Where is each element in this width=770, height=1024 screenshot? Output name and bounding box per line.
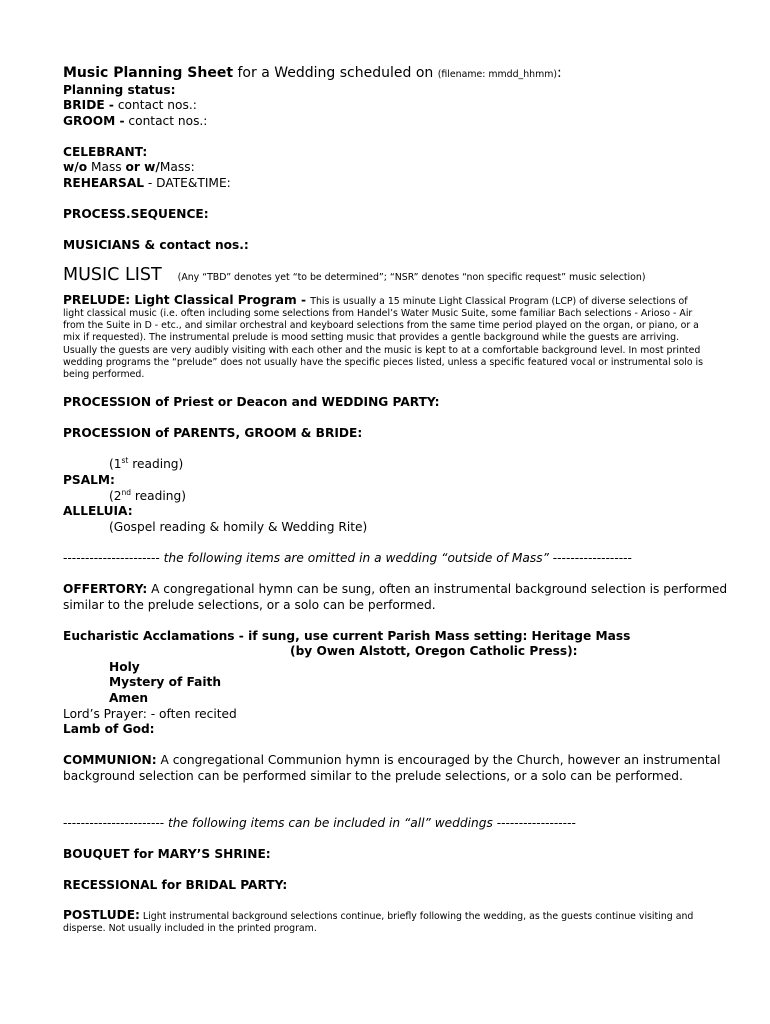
procession-parents: PROCESSION of PARENTS, GROOM & BRIDE: <box>63 426 363 441</box>
postlude-section <box>63 909 711 935</box>
rehearsal-label: REHEARSAL <box>63 176 145 191</box>
communion-label: COMMUNION: <box>63 753 157 768</box>
postlude-label: POSTLUDE: <box>63 907 140 922</box>
filename-note: (filename: mmdd_hhmm) <box>437 69 558 80</box>
offertory-text-1: A congregational hymn can be sung, often an instrumental background selection is performed <box>147 582 728 597</box>
bride-label: BRIDE - <box>63 98 114 113</box>
divider-all-weddings <box>63 816 713 832</box>
rehearsal-line <box>63 176 713 192</box>
bouquet-line: BOUQUET for MARY’S SHRINE: <box>63 846 271 861</box>
offertory-label: OFFERTORY: <box>63 582 148 597</box>
title-colon: : <box>557 65 562 81</box>
second-reading-close: reading) <box>131 488 186 503</box>
mass-text-2: Mass: <box>159 160 195 175</box>
eucharistic-line-1: Eucharistic Acclamations - if sung, use current Parish Mass setting: Heritage Mass <box>63 628 631 643</box>
offertory-line-1 <box>63 582 728 598</box>
alleluia-label: ALLELUIA: <box>63 504 133 519</box>
bride-line <box>63 98 713 114</box>
communion-line-2: background selection can be performed similar to the prelude selections, or a solo can be performed. <box>63 768 683 783</box>
music-list-title: MUSIC LIST <box>63 264 162 285</box>
first-reading-open: (1 <box>109 457 122 472</box>
communion-line-1 <box>63 753 721 769</box>
second-reading <box>63 489 713 505</box>
postlude-text: Light instrumental background selections continue, briefly following the wedding, as the guests continue visiting and disperse. Not usually included in the printed program. <box>63 910 694 935</box>
mass-text-1: Mass <box>87 160 126 175</box>
offertory-line-2: similar to the prelude selections, or a solo can be performed. <box>63 597 436 612</box>
mass-option-line <box>63 160 713 176</box>
second-reading-open: (2 <box>109 488 122 503</box>
document-page <box>63 65 728 935</box>
eucharistic-line-2: (by Owen Alstott, Oregon Catholic Press): <box>290 644 578 659</box>
psalm-label: PSALM: <box>63 473 115 488</box>
divider2-text: the following items can be included in “all” weddings <box>164 815 497 830</box>
title-bold: Music Planning Sheet <box>63 65 234 81</box>
first-reading-close: reading) <box>128 457 184 472</box>
mystery-label: Mystery of Faith <box>109 675 222 690</box>
divider2-dashes-left: ----------------------- <box>63 815 165 830</box>
gospel-reading: (Gospel reading & homily & Wedding Rite) <box>109 519 368 534</box>
music-list-heading <box>63 263 713 290</box>
procession-priest: PROCESSION of Priest or Deacon and WEDDING PARTY: <box>63 395 440 410</box>
communion-text-1: A congregational Communion hymn is encouraged by the Church, however an instrumental <box>156 753 721 768</box>
prelude-label: PRELUDE: Light Classical Program - <box>63 292 311 307</box>
prelude-section <box>63 294 705 381</box>
without-label: w/o <box>63 160 88 175</box>
planning-status: Planning status: <box>63 82 176 97</box>
music-list-note: (Any “TBD” denotes yet “to be determined”; “NSR” denotes “non specific request” music selection) <box>177 271 646 283</box>
musicians-line: MUSICIANS & contact nos.: <box>63 238 249 253</box>
amen-label: Amen <box>109 691 149 706</box>
divider1-dashes-left: ---------------------- <box>63 550 160 565</box>
groom-line <box>63 114 713 130</box>
prelude-text: This is usually a 15 minute Light Classical Program (LCP) of diverse selections of light classical music (i.e. often including some selections from Handel’s Water Music Suite, some familiar Bach selections - Arioso - Air from the Suite in D - etc., and similar orchestral and keyboard selections from the same time period played on the organ, or piano, or a mix if requested). The instrumental prelude is mood setting music that provides a gentle background while the guests are arriving. Usually the guests are very audibly visiting with each other and the music is kept to at a comfortable background level. In most printed wedding programs the “prelude” does not usually have the specific pieces listed, unless a specific featured vocal or instrumental solo is being performed. <box>63 295 704 381</box>
divider2-dashes-right: ------------------ <box>496 815 576 830</box>
first-reading <box>63 457 713 473</box>
process-sequence: PROCESS.SEQUENCE: <box>63 207 209 222</box>
divider1-dashes-right: ------------------ <box>552 550 632 565</box>
groom-label: GROOM - <box>63 113 125 128</box>
groom-rest: contact nos.: <box>124 113 208 128</box>
rehearsal-rest: - DATE&TIME: <box>144 176 231 191</box>
divider1-text: the following items are omitted in a wedding “outside of Mass” <box>159 550 553 565</box>
first-reading-sup: st <box>121 456 129 466</box>
bride-rest: contact nos.: <box>113 98 197 113</box>
holy-label: Holy <box>109 659 140 674</box>
with-label: w/ <box>139 160 160 175</box>
divider-outside-mass <box>63 551 713 567</box>
second-reading-sup: nd <box>121 487 132 497</box>
title-rest: for a Wedding scheduled on <box>233 65 438 81</box>
lords-prayer: Lord’s Prayer: - often recited <box>63 706 237 721</box>
recessional-line: RECESSIONAL for BRIDAL PARTY: <box>63 877 288 892</box>
lamb-of-god: Lamb of God: <box>63 722 155 737</box>
document-title <box>63 66 713 83</box>
or-label: or <box>125 160 140 175</box>
celebrant-label: CELEBRANT: <box>63 144 148 159</box>
